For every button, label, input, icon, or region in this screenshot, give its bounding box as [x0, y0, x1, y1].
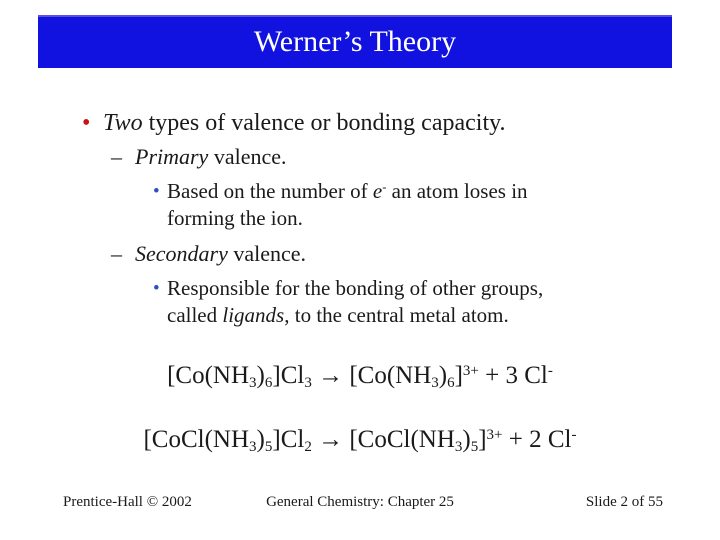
bullet-text: Primary valence.: [135, 144, 287, 169]
slide-title: Werner’s Theory: [253, 24, 457, 58]
dash-icon: –: [111, 241, 122, 266]
footer-copyright: Prentice-Hall © 2002: [63, 494, 192, 510]
chemical-equation-2: $[CoCl(NH_3)_5]Cl_2$ → $[CoCl(NH_3)_5]^{3+} + 2$ Cl-: [143, 426, 577, 456]
bullet-dot-icon: •: [153, 278, 160, 299]
bullet-item: [60, 275, 650, 329]
bullet-item: [60, 178, 650, 232]
bullet-dot-icon: •: [153, 181, 160, 202]
bullet-text: Two types of valence or bonding capacity.: [103, 110, 506, 136]
dash-icon: –: [111, 144, 122, 169]
title-bar: [38, 15, 672, 68]
footer-chapter: General Chemistry: Chapter 25: [266, 494, 454, 510]
footer-slide-number: Slide 2 of 55: [585, 494, 663, 510]
bullet-item: [60, 240, 650, 268]
bullet-text: Based on the number of e- an atom loses in forming the ion.: [167, 179, 528, 230]
bullet-text: Secondary valence.: [135, 241, 307, 266]
bullet-item: [60, 143, 650, 171]
bullet-list: [60, 108, 650, 337]
bullet-text: Responsible for the bonding of other groups, called ligands, to the central metal atom.: [167, 276, 544, 327]
bullet-item: [60, 108, 650, 138]
bullet-dot-icon: •: [82, 110, 91, 136]
chemical-equation-1: $[Co(NH_3)_6]Cl_3 \to [Co(NH_3)_6]^{3+} + 3$ Cl-: [167, 362, 553, 392]
